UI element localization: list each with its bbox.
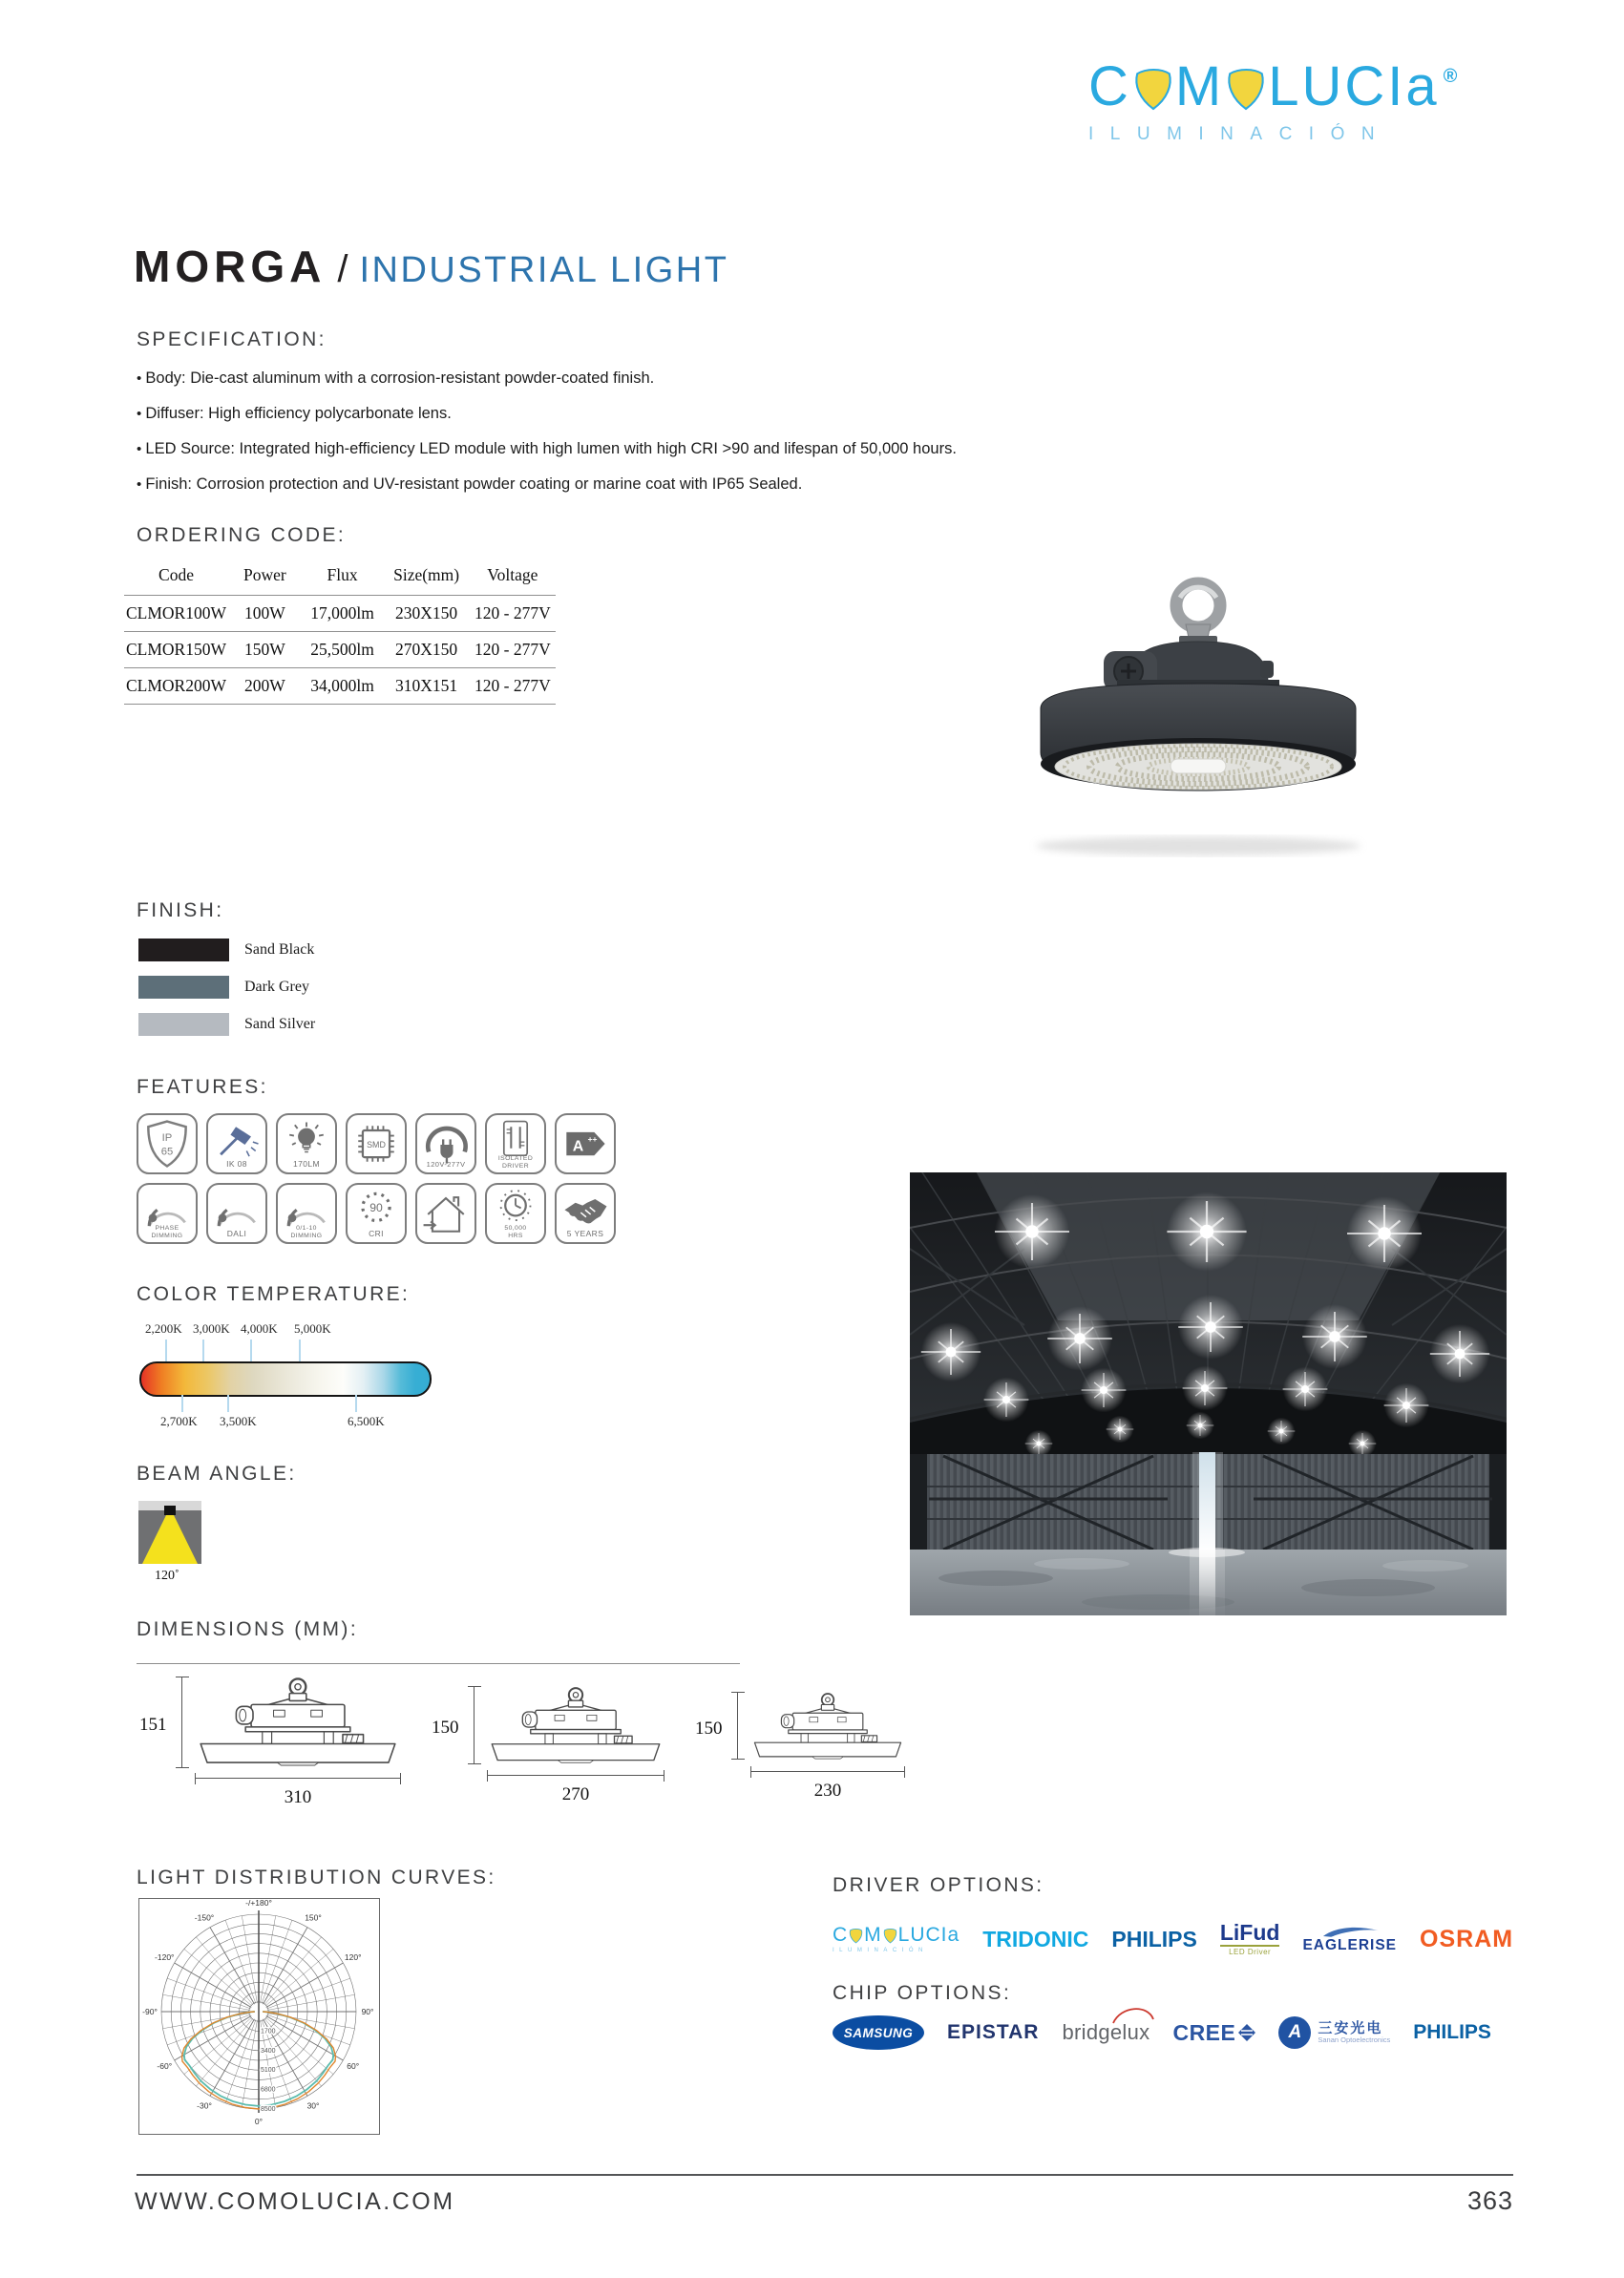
cri-icon: 90 CRI — [346, 1183, 407, 1244]
comolucia-driver-logo: C M LUCIa ILUMINACIÓN — [833, 1924, 960, 1953]
dimensions-heading: DIMENSIONS (MM): — [137, 1618, 359, 1640]
height-dim-line — [474, 1686, 475, 1764]
brand-logo-wordmark — [1088, 55, 1537, 117]
cct-label: 4,000K — [241, 1321, 278, 1336]
eaglerise-logo: EAGLERISE — [1302, 1925, 1397, 1953]
svg-text:90°: 90° — [361, 2007, 374, 2016]
svg-text:0°: 0° — [254, 2117, 264, 2126]
driver-options-heading: DRIVER OPTIONS: — [833, 1874, 1044, 1896]
finish-swatch-sand-black — [138, 939, 229, 961]
cct-label: 3,000K — [193, 1321, 230, 1336]
page-number: 363 — [1466, 2186, 1513, 2215]
polar-chart — [138, 1898, 380, 2135]
finish-option — [138, 1012, 315, 1037]
svg-text:1700: 1700 — [261, 2028, 276, 2035]
cct-label: 5,000K — [294, 1321, 331, 1336]
product-name: MORGA — [134, 242, 327, 291]
spec-bullet: • Body: Die-cast aluminum with a corrosion-resistant powder-coated finish. — [137, 361, 957, 396]
indoor-house-icon — [415, 1183, 476, 1244]
svg-text:-120°: -120° — [155, 1952, 175, 1962]
cct-tick — [165, 1339, 167, 1361]
table-row: CLMOR100W 100W 17,000lm 230X150 120 - 277V — [124, 596, 556, 632]
height-dim-label: 151 — [139, 1715, 167, 1735]
page-title — [134, 241, 728, 292]
warranty-handshake-icon: 5 YEARS — [555, 1183, 616, 1244]
chip-brand-row — [833, 2011, 1491, 2055]
lifud-logo: LiFud LED Driver — [1219, 1920, 1280, 1956]
cct-label: 3,500K — [220, 1414, 257, 1428]
product-category: INDUSTRIAL LIGHT — [359, 250, 729, 290]
width-dim-line — [195, 1778, 401, 1779]
cct-label: 6,500K — [348, 1414, 385, 1428]
cct-label: 2,700K — [160, 1414, 198, 1428]
table-row: CLMOR150W 150W 25,500lm 270X150 120 - 277V — [124, 632, 556, 668]
spec-bullet: • LED Source: Integrated high-efficiency LED module with high lumen with high CRI >90 and lifespan of 50,000 hours. — [137, 432, 957, 467]
svg-text:++: ++ — [587, 1134, 598, 1145]
registered-mark: ® — [1443, 66, 1461, 87]
col-power: Power — [243, 565, 286, 584]
svg-text:120°: 120° — [344, 1952, 362, 1962]
svg-text:5100: 5100 — [261, 2067, 276, 2075]
height-dim-label: 150 — [432, 1718, 459, 1738]
cct-tick — [181, 1395, 183, 1412]
logo-letters-lucia: LUCIa — [1268, 55, 1440, 117]
logo-letter-m: M — [1174, 55, 1225, 117]
distribution-heading: LIGHT DISTRIBUTION CURVES: — [137, 1867, 496, 1888]
dali-dimming-icon: DALI — [206, 1183, 267, 1244]
dimension-drawing-230 — [695, 1692, 915, 1816]
ik08-hammer-icon: IK 08 — [206, 1113, 267, 1174]
dimension-drawing-270 — [432, 1686, 670, 1820]
fixture-side-view — [195, 1677, 401, 1766]
samsung-logo: SAMSUNG — [833, 2015, 924, 2050]
svg-text:SMD: SMD — [367, 1139, 386, 1150]
philips-driver-logo: PHILIPS — [1111, 1926, 1197, 1951]
cct-tick — [250, 1339, 252, 1361]
title-separator: / — [337, 248, 348, 290]
driver-brand-row — [833, 1914, 1513, 1964]
warehouse-photo — [910, 1172, 1507, 1615]
isolated-driver-icon: ISOLATED DRIVER — [485, 1113, 546, 1174]
svg-text:60°: 60° — [347, 2061, 360, 2071]
ordering-heading: ORDERING CODE: — [137, 524, 347, 546]
height-dim-line — [737, 1692, 738, 1760]
width-dim-line — [750, 1771, 905, 1772]
svg-text:90: 90 — [369, 1201, 383, 1215]
color-temperature-scale — [137, 1321, 452, 1436]
brand-tagline: ILUMINACIÓN — [1088, 124, 1392, 144]
spec-bullet: • Finish: Corrosion protection and UV-resistant powder coating or marine coat with IP65 Sealed. — [137, 467, 957, 502]
col-voltage: Voltage — [487, 565, 538, 584]
finish-heading: FINISH: — [137, 899, 224, 921]
cree-logo: CREE — [1172, 2020, 1255, 2046]
philips-chip-logo: PHILIPS — [1413, 2021, 1491, 2043]
svg-text:65: 65 — [160, 1146, 174, 1158]
brand-logo — [1088, 55, 1537, 145]
svg-text:150°: 150° — [305, 1912, 322, 1923]
svg-text:-60°: -60° — [157, 2061, 173, 2071]
smd-chip-icon — [346, 1113, 407, 1174]
svg-text:-90°: -90° — [142, 2007, 158, 2016]
footer-url: WWW.COMOLUCIA.COM — [135, 2188, 455, 2215]
ip65-icon — [137, 1113, 198, 1174]
features-grid — [137, 1113, 633, 1244]
features-heading: FEATURES: — [137, 1076, 268, 1098]
finish-swatch-dark-grey — [138, 976, 229, 999]
dimensions-rule — [137, 1663, 740, 1664]
svg-text:3400: 3400 — [261, 2047, 276, 2055]
col-size: Size(mm) — [393, 565, 460, 584]
footer-rule — [137, 2174, 1513, 2176]
specification-list — [137, 361, 957, 502]
table-header-row — [124, 559, 556, 596]
svg-text:6800: 6800 — [261, 2086, 276, 2094]
cct-tick — [202, 1339, 204, 1361]
beam-angle-icon — [138, 1501, 201, 1564]
logo-pick-icon — [883, 1928, 897, 1944]
lifetime-clock-icon: 50,000 HRS — [485, 1183, 546, 1244]
finish-label: Sand Silver — [244, 1016, 316, 1032]
finish-label: Sand Black — [244, 941, 315, 958]
fixture-side-view — [487, 1686, 664, 1763]
spec-bullet: • Diffuser: High efficiency polycarbonate lens. — [137, 396, 957, 432]
svg-text:8500: 8500 — [261, 2106, 276, 2113]
width-dim-line — [487, 1775, 664, 1776]
width-dim-label: 270 — [561, 1784, 590, 1804]
lumen-bulb-icon: 170LM — [276, 1113, 337, 1174]
dimension-drawing-310 — [139, 1677, 407, 1820]
cct-tick — [227, 1395, 229, 1412]
width-dim-label: 230 — [813, 1781, 842, 1801]
0-1-10-dimming-icon: 0/1-10 DIMMING — [276, 1183, 337, 1244]
osram-logo: OSRAM — [1420, 1925, 1514, 1952]
finish-swatch-sand-silver — [138, 1013, 229, 1036]
finish-option — [138, 938, 315, 962]
finish-options — [138, 938, 315, 1049]
svg-text:-/+180°: -/+180° — [245, 1899, 272, 1908]
svg-text:30°: 30° — [306, 2100, 320, 2111]
logo-letter-c: C — [1088, 55, 1131, 117]
svg-text:IP: IP — [161, 1132, 173, 1145]
ordering-table — [124, 559, 556, 705]
svg-text:-30°: -30° — [197, 2100, 212, 2111]
finish-label: Dark Grey — [244, 979, 309, 995]
beam-angle-value: 120˚ — [155, 1569, 179, 1583]
col-flux: Flux — [327, 565, 358, 584]
cree-diamond-icon — [1238, 2024, 1255, 2041]
chip-options-heading: CHIP OPTIONS: — [833, 1982, 1012, 2004]
energy-class-icon — [555, 1113, 616, 1174]
tridonic-logo: TRIDONIC — [982, 1926, 1089, 1951]
voltage-plug-icon: 120V-277V — [415, 1113, 476, 1174]
height-dim-line — [181, 1677, 182, 1768]
cct-tick — [355, 1395, 357, 1412]
svg-text:A: A — [572, 1138, 584, 1155]
eagle-swoosh-icon — [1318, 1925, 1381, 1938]
logo-pick-icon — [1226, 66, 1266, 112]
finish-option — [138, 975, 315, 1000]
product-photo — [983, 565, 1413, 861]
col-code: Code — [158, 565, 194, 584]
cct-tick — [299, 1339, 301, 1361]
svg-text:-150°: -150° — [194, 1912, 215, 1923]
epistar-logo: EPISTAR — [947, 2021, 1040, 2043]
table-row: CLMOR200W 200W 34,000lm 310X151 120 - 277V — [124, 668, 556, 705]
logo-pick-icon — [849, 1928, 863, 1944]
color-temperature-heading: COLOR TEMPERATURE: — [137, 1283, 411, 1305]
beam-angle-heading: BEAM ANGLE: — [137, 1463, 297, 1485]
bridgelux-arc-icon — [1111, 2008, 1155, 2025]
bridgelux-logo: bridgelux — [1062, 2020, 1149, 2045]
cct-gradient-bar — [139, 1361, 432, 1397]
specification-heading: SPECIFICATION: — [137, 328, 327, 350]
width-dim-label: 310 — [284, 1787, 312, 1807]
fixture-side-view — [750, 1692, 905, 1760]
phase-dimming-icon: PHASE DIMMING — [137, 1183, 198, 1244]
logo-pick-icon — [1133, 66, 1173, 112]
sanan-logo: A 三安光电 Sanan Optoelectronics — [1278, 2016, 1390, 2049]
height-dim-label: 150 — [695, 1719, 723, 1739]
cct-label: 2,200K — [145, 1321, 182, 1336]
